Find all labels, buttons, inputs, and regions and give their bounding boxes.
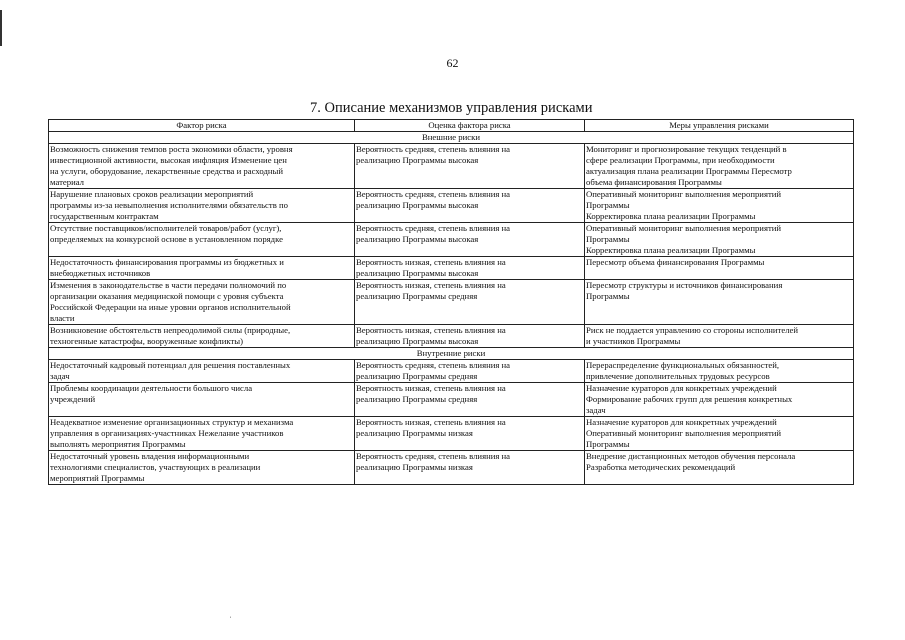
risk-assessment-cell	[355, 325, 585, 348]
cell-text-line: и участников Программы	[586, 336, 681, 346]
risk-factor-cell	[49, 144, 355, 189]
cell-text-line: Недостаточность финансирования программы из бюджетных и	[50, 257, 284, 267]
risk-table-body	[49, 132, 854, 485]
risk-group-label: Внешние риски	[49, 132, 854, 144]
cell-text-line: Вероятность низкая, степень влияния на	[356, 383, 506, 393]
risk-factor-cell	[49, 223, 355, 257]
cell-text-line: задач	[586, 405, 606, 415]
page-number: 62	[446, 56, 459, 70]
cell-text-line: Нарушение плановых сроков реализации мероприятий	[50, 189, 254, 199]
cell-text-line: реализацию Программы высокая	[356, 268, 479, 278]
cell-text-line: Российской Федерации на иные уровни органов исполнительной	[50, 302, 291, 312]
cell-text-line: мероприятий Программы	[50, 473, 145, 483]
risk-assessment-cell	[355, 223, 585, 257]
scan-speck: ˌ	[229, 608, 232, 618]
cell-text-line: Вероятность средняя, степень влияния на	[356, 144, 511, 154]
cell-text-line: организации оказания медицинской помощи с уровня субъекта	[50, 291, 284, 301]
cell-text-line: реализацию Программы высокая	[356, 234, 479, 244]
cell-text-line: Риск не поддается управлению со стороны исполнителей	[586, 325, 799, 335]
cell-text-line: Вероятность средняя, степень влияния на	[356, 360, 511, 370]
cell-text-line: Программы	[586, 234, 630, 244]
cell-text-line: Вероятность низкая, степень влияния на	[356, 280, 506, 290]
cell-text-line: управления в организациях-участниках Нежелание участников	[50, 428, 284, 438]
cell-text-line: Корректировка плана реализации Программы	[586, 211, 756, 221]
risk-group-label: Внутренние риски	[49, 348, 854, 360]
risk-assessment-cell	[355, 144, 585, 189]
risk-factor-cell	[49, 280, 355, 325]
risk-factor-cell	[49, 417, 355, 451]
cell-text-line: задач	[50, 371, 70, 381]
risk-management-table	[48, 119, 854, 485]
cell-text-line: Недостаточный уровень владения информационными	[50, 451, 250, 461]
risk-factor-cell	[49, 325, 355, 348]
cell-text-line: реализацию Программы высокая	[356, 200, 479, 210]
cell-text-line: реализацию Программы высокая	[356, 155, 479, 165]
cell-text-line: Вероятность низкая, степень влияния на	[356, 417, 506, 427]
cell-text-line: Пересмотр объема финансирования Программы	[586, 257, 765, 267]
cell-text-line: программы из-за невыполнения исполнителями обязательств по	[50, 200, 288, 210]
cell-text-line: сфере реализации Программы, при необходимости	[586, 155, 775, 165]
table-row	[49, 451, 854, 485]
cell-text-line: Изменения в законодательстве в части передачи полномочий по	[50, 280, 287, 290]
cell-text-line: государственным контрактам	[50, 211, 159, 221]
risk-factor-cell	[49, 383, 355, 417]
risk-measures-cell	[585, 360, 854, 383]
cell-text-line: Назначение кураторов для конкретных учреждений	[586, 383, 777, 393]
table-row	[49, 189, 854, 223]
table-row	[49, 383, 854, 417]
cell-text-line: внебюджетных источников	[50, 268, 151, 278]
risk-measures-cell	[585, 325, 854, 348]
cell-text-line: определяемых на конкурсной основе в установленном порядке	[50, 234, 283, 244]
left-margin-mark	[0, 10, 2, 46]
cell-text-line: Отсутствие поставщиков/исполнителей товаров/работ (услуг),	[50, 223, 282, 233]
risk-factor-cell	[49, 360, 355, 383]
risk-assessment-cell	[355, 280, 585, 325]
cell-text-line: Программы	[586, 439, 630, 449]
cell-text-line: Разработка методических рекомендаций	[586, 462, 736, 472]
group-header-row	[49, 348, 854, 360]
risk-factor-cell	[49, 189, 355, 223]
cell-text-line: Корректировка плана реализации Программы	[586, 245, 756, 255]
header-risk-measures: Меры управления рисками	[585, 120, 854, 132]
table-row	[49, 280, 854, 325]
risk-assessment-cell	[355, 360, 585, 383]
risk-assessment-cell	[355, 189, 585, 223]
risk-assessment-cell	[355, 383, 585, 417]
cell-text-line: привлечение дополнительных трудовых ресурсов	[586, 371, 770, 381]
cell-text-line: выполнять мероприятия Программы	[50, 439, 186, 449]
cell-text-line: Оперативный мониторинг выполнения мероприятий	[586, 189, 782, 199]
cell-text-line: власти	[50, 313, 75, 323]
cell-text-line: Программы	[586, 200, 630, 210]
cell-text-line: реализацию Программы высокая	[356, 336, 479, 346]
cell-text-line: техногенные катастрофы, вооруженные конфликты)	[50, 336, 243, 346]
cell-text-line: Мониторинг и прогнозирование текущих тенденций в	[586, 144, 787, 154]
cell-text-line: Программы	[586, 291, 630, 301]
cell-text-line: реализацию Программы низкая	[356, 428, 473, 438]
cell-text-line: инвестиционной активности, высокая инфляция Изменение цен	[50, 155, 287, 165]
cell-text-line: реализацию Программы средняя	[356, 291, 478, 301]
cell-text-line: Вероятность средняя, степень влияния на	[356, 451, 511, 461]
cell-text-line: Проблемы координации деятельности большого числа	[50, 383, 253, 393]
header-risk-factor: Фактор риска	[49, 120, 355, 132]
section-title: 7. Описание механизмов управления рисками	[310, 100, 593, 116]
cell-text-line: Недостаточный кадровый потенциал для решения поставленных	[50, 360, 291, 370]
cell-text-line: Возникновение обстоятельств непреодолимой силы (природные,	[50, 325, 291, 335]
group-header-row	[49, 132, 854, 144]
cell-text-line: учреждений	[50, 394, 96, 404]
risk-assessment-cell	[355, 417, 585, 451]
risk-factor-cell	[49, 257, 355, 280]
cell-text-line: Вероятность средняя, степень влияния на	[356, 189, 511, 199]
table-row	[49, 223, 854, 257]
cell-text-line: Перераспределение функциональных обязанностей,	[586, 360, 780, 370]
cell-text-line: Внедрение дистанционных методов обучения персонала	[586, 451, 796, 461]
cell-text-line: объема финансирования Программы	[586, 177, 722, 187]
cell-text-line: реализацию Программы средняя	[356, 371, 478, 381]
cell-text-line: Формирование рабочих групп для решения конкретных	[586, 394, 793, 404]
risk-factor-cell	[49, 451, 355, 485]
risk-measures-cell	[585, 223, 854, 257]
cell-text-line: реализацию Программы средняя	[356, 394, 478, 404]
risk-measures-cell	[585, 383, 854, 417]
risk-measures-cell	[585, 417, 854, 451]
risk-measures-cell	[585, 257, 854, 280]
header-risk-assessment: Оценка фактора риска	[355, 120, 585, 132]
table-row	[49, 144, 854, 189]
cell-text-line: Вероятность низкая, степень влияния на	[356, 257, 506, 267]
table-row	[49, 325, 854, 348]
cell-text-line: технологиями специалистов, участвующих в реализации	[50, 462, 261, 472]
cell-text-line: на услуги, оборудование, лекарственные средства и расходный	[50, 166, 284, 176]
cell-text-line: Вероятность средняя, степень влияния на	[356, 223, 511, 233]
cell-text-line: актуализация плана реализации Программы Пересмотр	[586, 166, 792, 176]
cell-text-line: Пересмотр структуры и источников финансирования	[586, 280, 783, 290]
risk-measures-cell	[585, 280, 854, 325]
cell-text-line: материал	[50, 177, 84, 187]
table-row	[49, 257, 854, 280]
cell-text-line: Оперативный мониторинг выполнения мероприятий	[586, 223, 782, 233]
risk-measures-cell	[585, 189, 854, 223]
cell-text-line: Вероятность низкая, степень влияния на	[356, 325, 506, 335]
cell-text-line: Назначение кураторов для конкретных учреждений	[586, 417, 777, 427]
table-header-row	[49, 120, 854, 132]
risk-measures-cell	[585, 144, 854, 189]
cell-text-line: Возможность снижения темпов роста экономики области, уровня	[50, 144, 293, 154]
risk-measures-cell	[585, 451, 854, 485]
risk-assessment-cell	[355, 257, 585, 280]
cell-text-line: Неадекватное изменение организационных структур и механизма	[50, 417, 294, 427]
cell-text-line: Оперативный мониторинг выполнения мероприятий	[586, 428, 782, 438]
risk-assessment-cell	[355, 451, 585, 485]
table-row	[49, 417, 854, 451]
table-row	[49, 360, 854, 383]
cell-text-line: реализацию Программы низкая	[356, 462, 473, 472]
